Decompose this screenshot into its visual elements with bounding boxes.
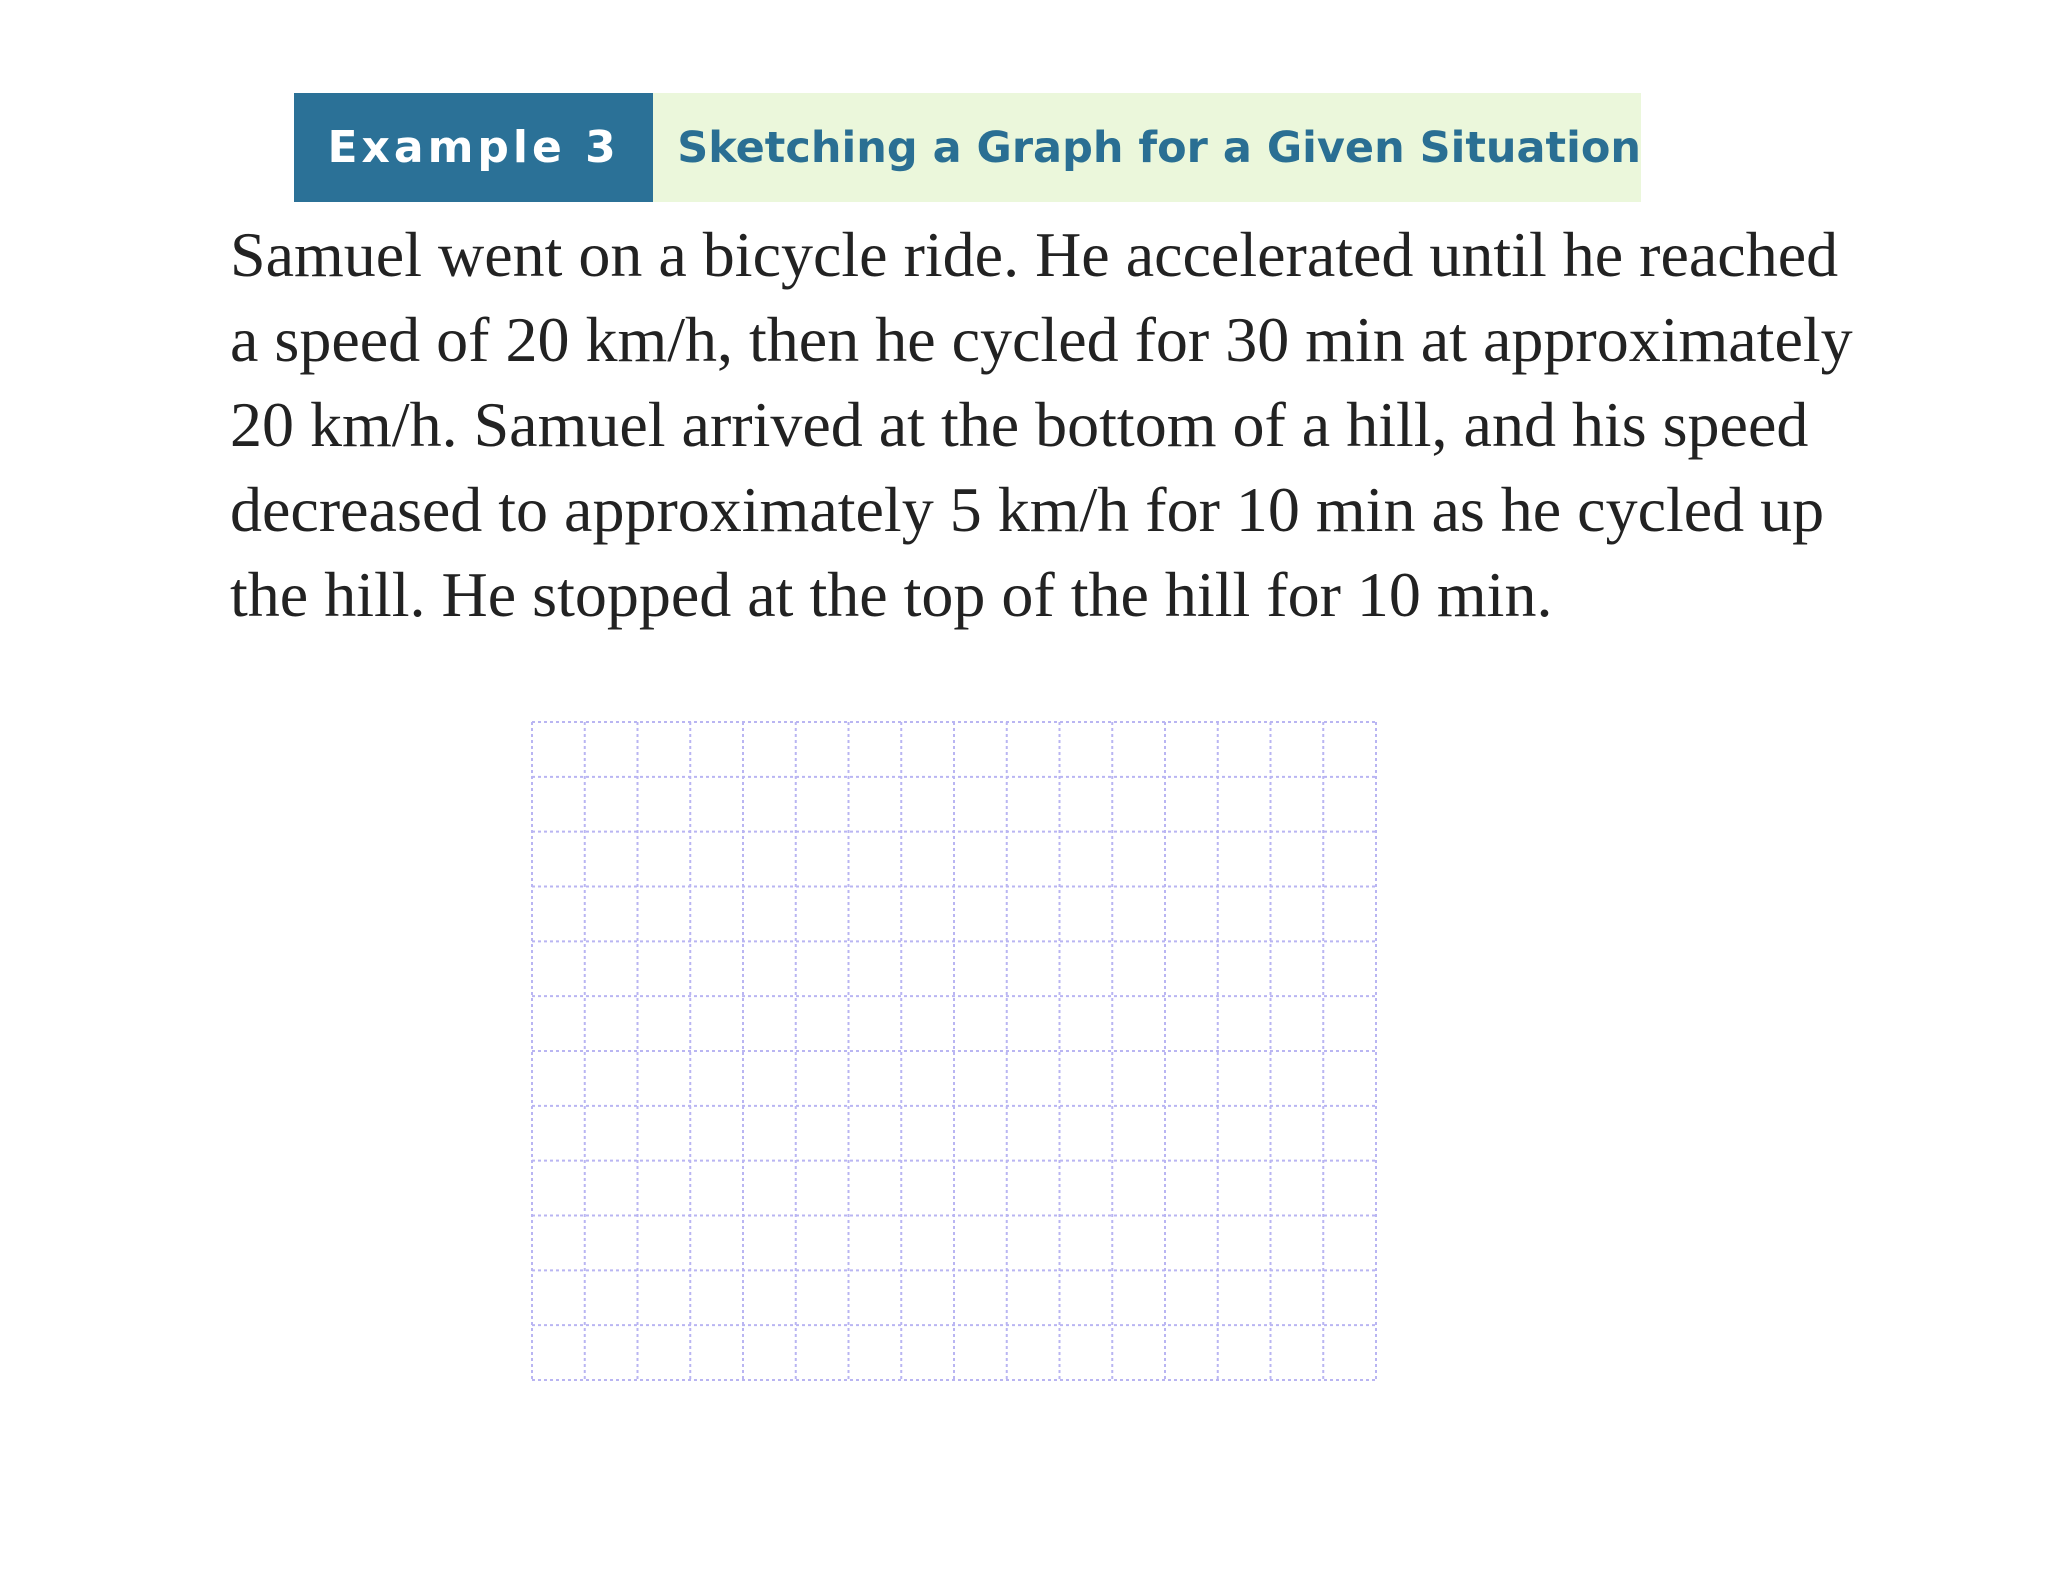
problem-line: decreased to approximately 5 km/h for 10 min as he cycled up	[230, 474, 1825, 545]
example-title: Sketching a Graph for a Given Situation	[653, 93, 1641, 202]
example-label: Example 3	[294, 93, 653, 202]
grid-svg	[530, 720, 1378, 1382]
blank-graph-grid	[530, 720, 1378, 1382]
problem-line: a speed of 20 km/h, then he cycled for 30 min at approximately	[230, 304, 1853, 375]
example-banner	[294, 93, 1641, 202]
problem-line: 20 km/h. Samuel arrived at the bottom of a hill, and his speed	[230, 389, 1809, 460]
problem-text	[230, 212, 1910, 637]
problem-line: Samuel went on a bicycle ride. He accelerated until he reached	[230, 219, 1839, 290]
problem-line: the hill. He stopped at the top of the hill for 10 min.	[230, 559, 1553, 630]
